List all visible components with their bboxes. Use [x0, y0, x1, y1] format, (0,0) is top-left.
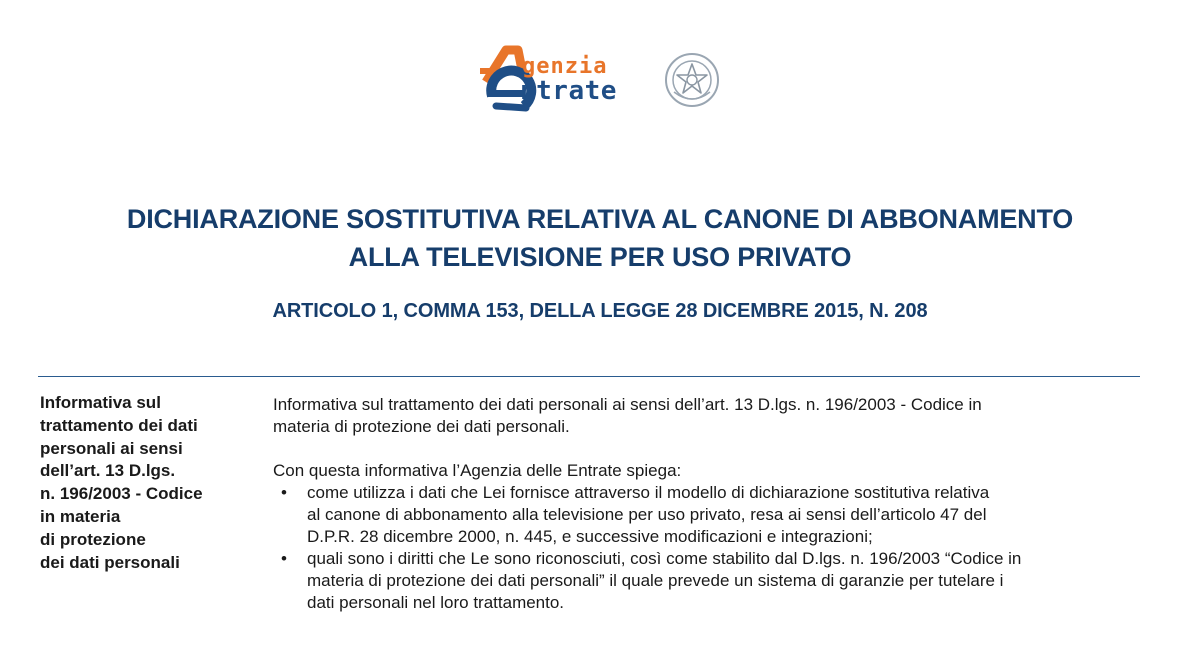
bullet-list [273, 482, 1153, 614]
logo-word-ntrate: ntrate [520, 76, 617, 106]
section-divider [38, 376, 1140, 377]
italian-republic-emblem-icon [664, 52, 720, 108]
sidebar-heading-line: personali ai sensi [40, 438, 183, 458]
bullet-item [273, 482, 1153, 548]
document-title [0, 200, 1200, 276]
bullet-item [273, 548, 1153, 614]
bullet-marker: • [281, 549, 287, 568]
bullet-line: dati personali nel loro trattamento. [307, 593, 565, 612]
bullet-line: al canone di abbonamento alla televisione per uso privato, resa ai sensi dell’articolo 47 del [307, 505, 987, 524]
sidebar-heading-line: n. 196/2003 - Codice [40, 484, 203, 504]
sidebar-heading-line: Informativa sul [40, 393, 161, 412]
title-line-1: DICHIARAZIONE SOSTITUTIVA RELATIVA AL CANONE DI ABBONAMENTO [126, 204, 1074, 234]
informativa-body [273, 394, 1153, 614]
bullet-marker: • [281, 483, 287, 502]
agenzia-entrate-logo [478, 44, 728, 116]
bullet-line: D.P.R. 28 dicembre 2000, n. 445, e successive modificazioni e integrazioni; [307, 527, 873, 546]
sidebar-heading-line: dei dati personali [40, 552, 180, 572]
sidebar-heading-line: trattamento dei dati [40, 415, 198, 435]
sidebar-heading-line: di protezione [40, 529, 146, 549]
sidebar-heading-line: in materia [40, 506, 121, 526]
title-line-2: ALLA TELEVISIONE PER USO PRIVATO [348, 242, 852, 272]
sidebar-heading [40, 392, 250, 574]
lead-paragraph: Con questa informativa l’Agenzia delle Entrate spiega: [273, 461, 682, 480]
sidebar-heading-line: dell’art. 13 D.lgs. [40, 461, 176, 481]
bullet-line: materia di protezione dei dati personali” il quale prevede un sistema di garanzie per tutelare i [307, 571, 1004, 590]
bullet-line: quali sono i diritti che Le sono riconosciuti, così come stabilito dal D.lgs. n. 196/2003 “Codice in [307, 549, 1022, 568]
document-subtitle: ARTICOLO 1, COMMA 153, DELLA LEGGE 28 DICEMBRE 2015, N. 208 [272, 300, 928, 322]
bullet-line: come utilizza i dati che Lei fornisce attraverso il modello di dichiarazione sostitutiva relativa [307, 483, 990, 502]
intro-line: materia di protezione dei dati personali. [273, 417, 570, 436]
intro-paragraph [273, 394, 1153, 438]
intro-line: Informativa sul trattamento dei dati personali ai sensi dell’art. 13 D.lgs. n. 196/2003 - Codice in [273, 395, 982, 414]
logo-word-genzia: genzia [522, 54, 608, 79]
